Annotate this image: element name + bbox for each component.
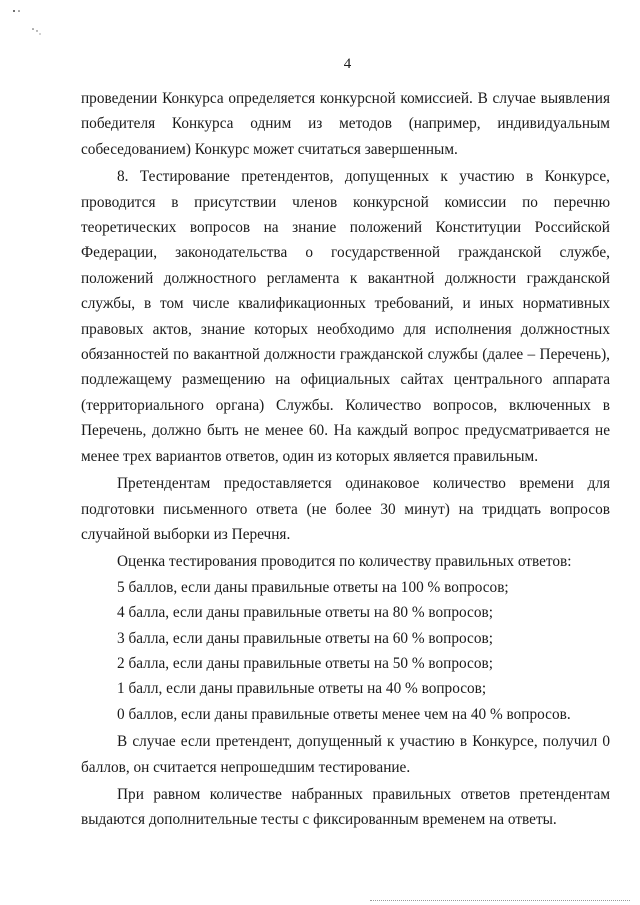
score-line: 4 балла, если даны правильные ответы на 80 % вопросов; — [117, 604, 493, 622]
page-number: 4 — [343, 56, 352, 72]
paragraph-zero-score: В случае если претендент, допущенный к участию в Конкурсе, получил 0 баллов, он считается непрошедшим тестирование. — [81, 733, 610, 776]
paragraph-item-8: 8. Тестирование претендентов, допущенных к участию в Конкурсе, проводится в присутствии членов конкурсной комиссии по перечню теоретических вопросов на знание положений Конституции Российской Федерации, законодательства о государственной гражданской службе, положений должностного регламента к вакантной должности гражданской службы, в том числе квалификационных требований, и иных нормативных правовых актов, знание которых необходимо для исполнения должностных обязанностей по вакантной должности гражданской службы (далее – Перечень), подлежащему размещению на официальных сайтах центрального аппарата (территориального органа) Службы. Количество вопросов, включенных в Перечень, должно быть не менее 60. На каждый вопрос предусматривается не менее трех вариантов ответов, один из которых является правильным. — [81, 168, 610, 465]
score-line: 5 баллов, если даны правильные ответы на 100 % вопросов; — [117, 578, 509, 596]
scoring-list — [81, 575, 610, 727]
paragraph-tiebreak: При равном количестве набранных правильных ответов претендентам выдаются дополнительные тесты с фиксированным временем на ответы. — [81, 785, 610, 829]
paragraph-scoring-intro: Оценка тестирования проводится по количеству правильных ответов: — [117, 553, 572, 571]
score-line: 2 балла, если даны правильные ответы на 50 % вопросов; — [117, 654, 493, 672]
paragraph-continuation: проведении Конкурса определяется конкурсной комиссией. В случае выявления победителя Конкурса одним из методов (например, индивидуальным собеседованием) Конкурс может считаться завершенным. — [81, 90, 610, 158]
paragraph-time-allotted: Претендентам предоставляется одинаковое количество времени для подготовки письменного ответа (не более 30 минут) на тридцать вопросов случайной выборки из Перечня. — [81, 475, 610, 543]
document-body — [81, 86, 610, 833]
scan-specks-decoration — [10, 8, 50, 48]
score-line: 0 баллов, если даны правильные ответы менее чем на 40 % вопросов. — [117, 705, 571, 723]
score-line: 3 балла, если даны правильные ответы на 60 % вопросов; — [117, 629, 493, 647]
score-line: 1 балл, если даны правильные ответы на 40 % вопросов; — [117, 680, 487, 698]
scan-edge-decoration — [370, 900, 630, 902]
